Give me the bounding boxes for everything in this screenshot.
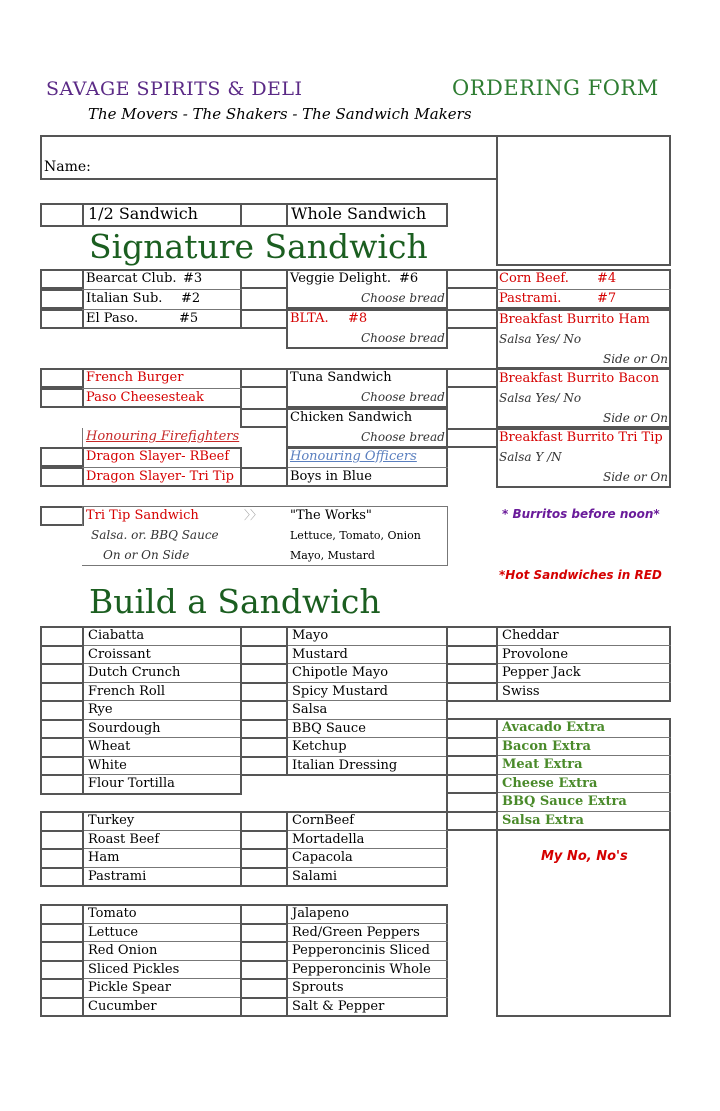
- meats_b-item-label: CornBeef: [292, 813, 355, 828]
- veg_a-item-label: Pickle Spear: [88, 980, 171, 995]
- sauces-item-label: Chipotle Mayo: [292, 665, 389, 680]
- sauces-checkbox[interactable]: [240, 645, 288, 666]
- burrito-bacon-salsa: Salsa Yes/ No: [499, 391, 582, 405]
- breads-checkbox[interactable]: [40, 756, 84, 777]
- checkbox-el-paso[interactable]: [40, 309, 84, 329]
- veg_b-checkbox[interactable]: [240, 923, 288, 944]
- extras-item-label: Avacado Extra: [502, 720, 606, 735]
- breads-checkbox[interactable]: [40, 682, 84, 703]
- form-title: ORDERING FORM: [452, 76, 659, 100]
- bearcat-label: Bearcat Club.: [86, 271, 177, 286]
- burrito-ham-label: Breakfast Burrito Ham: [499, 312, 650, 327]
- sauces-checkbox[interactable]: [240, 663, 288, 684]
- veg_a-item-label: Red Onion: [88, 943, 158, 958]
- burrito-tritip-label: Breakfast Burrito Tri Tip: [499, 430, 663, 445]
- bearcat-num: #3: [183, 271, 203, 286]
- extras-checkbox[interactable]: [446, 737, 498, 758]
- burrito-ham-side: Side or On: [603, 352, 668, 366]
- meats_a-item-label: Pastrami: [88, 868, 147, 884]
- veg_b-checkbox[interactable]: [240, 960, 288, 981]
- breads-item-label: Croissant: [88, 646, 151, 662]
- checkbox-bearcat[interactable]: [40, 269, 84, 289]
- extras-item-label: Bacon Extra: [502, 738, 591, 754]
- meats_b-checkbox[interactable]: [240, 848, 288, 869]
- cheeses-item-label: Swiss: [502, 683, 540, 699]
- tri-tip-options-1: Salsa. or. BBQ Sauce: [91, 528, 219, 542]
- half-sandwich-checkbox[interactable]: [40, 203, 84, 227]
- extras-item-label: Cheese Extra: [502, 775, 598, 791]
- breads-checkbox[interactable]: [40, 663, 84, 684]
- sauces-item-label: Salsa: [292, 702, 328, 717]
- checkbox-burrito-tritip[interactable]: [446, 428, 498, 448]
- breads-checkbox[interactable]: [40, 645, 84, 666]
- dragon-tritip-label: Dragon Slayer- Tri Tip: [86, 469, 234, 484]
- burrito-tritip-salsa: Salsa Y /N: [499, 450, 562, 464]
- veg_a-checkbox[interactable]: [40, 997, 84, 1018]
- burrito-tritip-side: Side or On: [603, 470, 668, 484]
- meats_b-checkbox[interactable]: [240, 811, 288, 832]
- sauces-item-label: Ketchup: [292, 739, 347, 754]
- name-field[interactable]: [40, 135, 498, 180]
- meats_b-checkbox[interactable]: [240, 867, 288, 888]
- veggie-choose-bread: Choose bread: [361, 291, 445, 305]
- el-paso-label: El Paso.: [86, 311, 139, 326]
- honouring-officers-link[interactable]: Honouring Officers: [290, 449, 417, 464]
- breads-checkbox[interactable]: [40, 737, 84, 758]
- sauces-item-label: BBQ Sauce: [292, 720, 366, 736]
- meats_b-item-label: Mortadella: [292, 831, 365, 847]
- veg_b-item-label: Red/Green Peppers: [292, 924, 420, 940]
- extras-checkbox[interactable]: [446, 718, 498, 739]
- italian-sub-num: #2: [181, 291, 201, 306]
- breads-item-label: Sourdough: [88, 720, 161, 736]
- meats_a-checkbox[interactable]: [40, 867, 84, 888]
- build-heading: Build a Sandwich: [89, 582, 381, 621]
- extras-item-label: BBQ Sauce Extra: [502, 794, 627, 809]
- breads-checkbox[interactable]: [40, 719, 84, 740]
- veg_a-checkbox[interactable]: [40, 941, 84, 962]
- veg_a-item-label: Tomato: [88, 906, 137, 921]
- checkbox-chicken[interactable]: [240, 408, 288, 428]
- boys-in-blue-label: Boys in Blue: [290, 469, 372, 484]
- veg_b-item-label: Salt & Pepper: [292, 998, 385, 1014]
- meats_a-item-label: Ham: [88, 850, 120, 865]
- extras-checkbox[interactable]: [446, 811, 498, 832]
- breads-item-label: French Roll: [88, 683, 166, 699]
- veggie-num: #6: [399, 271, 419, 286]
- chicken-label: Chicken Sandwich: [290, 410, 413, 425]
- cheeses-item-label: Provolone: [502, 646, 569, 662]
- pastrami-sig-num: #7: [597, 291, 617, 306]
- sauces-item-label: Mustard: [292, 646, 348, 662]
- breads-item-label: White: [88, 757, 127, 773]
- blta-num: #8: [348, 311, 368, 326]
- hot-note: *Hot Sandwiches in RED: [499, 568, 662, 582]
- half-sandwich-label: 1/2 Sandwich: [88, 204, 198, 223]
- the-works-2: Mayo, Mustard: [290, 549, 375, 562]
- corn-beef-label: Corn Beef.: [499, 271, 569, 286]
- burrito-bacon-side: Side or On: [603, 411, 668, 425]
- meats_a-checkbox[interactable]: [40, 811, 84, 832]
- meats_b-checkbox[interactable]: [240, 830, 288, 851]
- sauces-item-label: Mayo: [292, 628, 329, 643]
- sauces-item-label: Spicy Mustard: [292, 683, 389, 699]
- breads-item-label: Dutch Crunch: [88, 665, 181, 680]
- paso-cheesesteak-label: Paso Cheesesteak: [86, 390, 204, 405]
- blta-choose-bread: Choose bread: [361, 331, 445, 345]
- veg_b-item-label: Jalapeno: [292, 906, 350, 921]
- veg_b-checkbox[interactable]: [240, 978, 288, 999]
- checkbox-veggie[interactable]: [240, 269, 288, 289]
- meats_a-checkbox[interactable]: [40, 830, 84, 851]
- chicken-choose-bread: Choose bread: [361, 430, 445, 444]
- sauces-item-label: Italian Dressing: [292, 757, 398, 773]
- checkbox-blta[interactable]: [240, 309, 288, 329]
- veg_b-item-label: Sprouts: [292, 980, 344, 995]
- cheeses-checkbox[interactable]: [446, 626, 498, 647]
- checkbox-dragon-rbeef[interactable]: [40, 447, 84, 467]
- tuna-label: Tuna Sandwich: [290, 370, 392, 385]
- veg_b-checkbox[interactable]: [240, 904, 288, 925]
- checkbox-boys-in-blue[interactable]: [240, 467, 288, 487]
- whole-sandwich-label: Whole Sandwich: [291, 204, 427, 223]
- sauces-checkbox[interactable]: [240, 737, 288, 758]
- veg_b-checkbox[interactable]: [240, 997, 288, 1018]
- notes-box[interactable]: [496, 135, 671, 266]
- meats_b-item-label: Salami: [292, 868, 338, 884]
- cheeses-checkbox[interactable]: [446, 645, 498, 666]
- burrito-bacon-label: Breakfast Burrito Bacon: [499, 371, 660, 386]
- breads-checkbox[interactable]: [40, 700, 84, 721]
- signature-heading: Signature Sandwich: [89, 227, 428, 266]
- veg_a-checkbox[interactable]: [40, 978, 84, 999]
- extras-checkbox[interactable]: [446, 774, 498, 795]
- veggie-label: Veggie Delight.: [290, 271, 391, 286]
- veg_a-item-label: Lettuce: [88, 924, 139, 940]
- sauces-checkbox[interactable]: [240, 626, 288, 647]
- checkbox-tuna[interactable]: [240, 368, 288, 388]
- sauces-checkbox[interactable]: [240, 682, 288, 703]
- checkbox-french-burger[interactable]: [40, 368, 84, 388]
- el-paso-num: #5: [179, 311, 199, 326]
- veg_b-checkbox[interactable]: [240, 941, 288, 962]
- meats_a-item-label: Turkey: [88, 813, 135, 828]
- breads-checkbox[interactable]: [40, 626, 84, 647]
- veg_a-item-label: Cucumber: [88, 998, 157, 1014]
- breads-item-label: Wheat: [88, 739, 131, 754]
- checkbox-italian-sub[interactable]: [40, 289, 84, 309]
- honouring-firefighters-link[interactable]: Honouring Firefighters: [86, 429, 240, 444]
- checkbox-corn-beef[interactable]: [446, 269, 498, 289]
- breads-item-label: Flour Tortilla: [88, 776, 175, 791]
- veg_a-checkbox[interactable]: [40, 960, 84, 981]
- burrito-ham-salsa: Salsa Yes/ No: [499, 332, 582, 346]
- sauces-checkbox[interactable]: [240, 700, 288, 721]
- sauces-checkbox[interactable]: [240, 719, 288, 740]
- whole-sandwich-checkbox[interactable]: [240, 203, 288, 227]
- extras-item-label: Salsa Extra: [502, 812, 584, 828]
- cheeses-item-label: Cheddar: [502, 628, 559, 643]
- tagline: The Movers - The Shakers - The Sandwich Makers: [88, 105, 472, 123]
- corn-beef-num: #4: [597, 271, 617, 286]
- tri-tip-options-2: On or On Side: [103, 548, 190, 562]
- extras-checkbox[interactable]: [446, 755, 498, 776]
- veg_a-checkbox[interactable]: [40, 904, 84, 925]
- burritos-note: * Burritos before noon*: [502, 507, 660, 521]
- cheeses-checkbox[interactable]: [446, 663, 498, 684]
- cheeses-checkbox[interactable]: [446, 682, 498, 703]
- cheeses-item-label: Pepper Jack: [502, 665, 581, 680]
- checkbox-tri-tip[interactable]: [40, 506, 84, 526]
- brand-name: SAVAGE SPIRITS & DELI: [46, 78, 303, 100]
- checkbox-dragon-tritip[interactable]: [40, 467, 84, 487]
- arrows-icon: 〉〉: [244, 508, 263, 522]
- extras-item-label: Meat Extra: [502, 757, 583, 772]
- meats_a-checkbox[interactable]: [40, 848, 84, 869]
- veg_b-item-label: Pepperoncinis Whole: [292, 961, 431, 977]
- tuna-choose-bread: Choose bread: [361, 390, 445, 404]
- extras-checkbox[interactable]: [446, 792, 498, 813]
- italian-sub-label: Italian Sub.: [86, 291, 163, 306]
- the-works-1: Lettuce, Tomato, Onion: [290, 529, 421, 542]
- veg_a-checkbox[interactable]: [40, 923, 84, 944]
- checkbox-burrito-bacon[interactable]: [446, 368, 498, 388]
- blta-label: BLTA.: [290, 311, 329, 326]
- checkbox-paso-cheesesteak[interactable]: [40, 388, 84, 408]
- breads-checkbox[interactable]: [40, 774, 84, 795]
- name-label: Name:: [44, 159, 91, 175]
- french-burger-label: French Burger: [86, 370, 184, 385]
- dragon-rbeef-label: Dragon Slayer- RBeef: [86, 449, 230, 464]
- pastrami-sig-label: Pastrami.: [499, 291, 562, 306]
- veg_b-item-label: Pepperoncinis Sliced: [292, 943, 430, 958]
- veg_a-item-label: Sliced Pickles: [88, 961, 180, 977]
- the-works-label: "The Works": [290, 508, 372, 523]
- sauces-checkbox[interactable]: [240, 756, 288, 777]
- checkbox-burrito-ham[interactable]: [446, 309, 498, 329]
- breads-item-label: Ciabatta: [88, 628, 145, 643]
- meats_a-item-label: Roast Beef: [88, 831, 160, 847]
- meats_b-item-label: Capacola: [292, 850, 353, 865]
- breads-item-label: Rye: [88, 702, 113, 717]
- no-nos-label: My No, No's: [541, 849, 628, 864]
- tri-tip-label: Tri Tip Sandwich: [86, 508, 199, 523]
